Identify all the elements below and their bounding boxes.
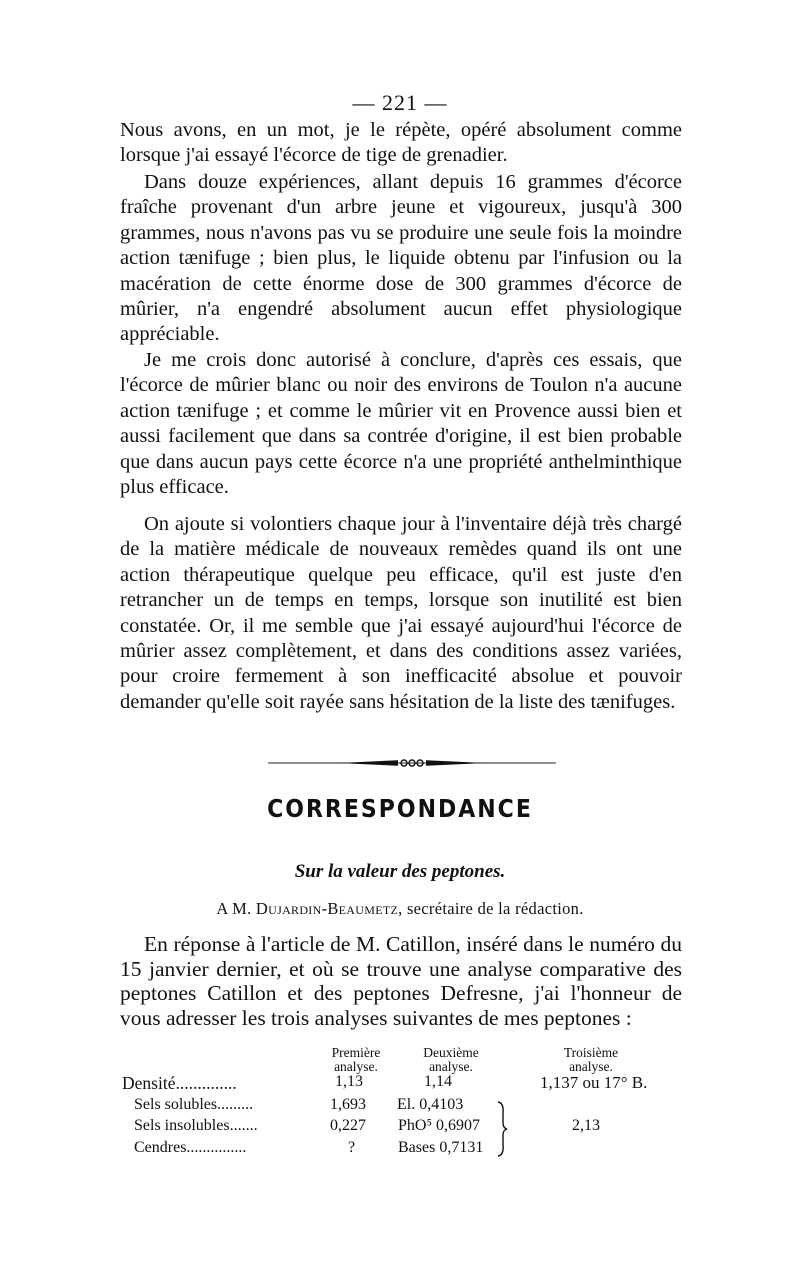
address-suffix: secrétaire de la rédaction.	[402, 899, 584, 918]
table-cell: PhO⁵ 0,6907	[398, 1117, 481, 1134]
table-cell: ?	[348, 1139, 356, 1156]
header-col-2	[408, 1046, 494, 1074]
address-name: Dujardin-Beaumetz,	[255, 899, 403, 918]
header-col-3-line-2: analyse.	[569, 1059, 613, 1074]
table-cell: 1,14	[424, 1073, 452, 1090]
table-row-label: Sels solubles.........	[134, 1096, 254, 1113]
table-row-label: Densité..............	[122, 1073, 237, 1093]
table-cell: Bases 0,7131	[398, 1139, 484, 1156]
table-cell: 2,13	[572, 1117, 600, 1134]
table-cell: 1,137 ou 17° B.	[540, 1073, 648, 1092]
header-col-1-line-2: analyse.	[334, 1059, 378, 1074]
paragraph-1: Nous avons, en un mot, je le répète, opéré absolument comme lorsque j'ai essayé l'écorce de tige de grenadier.	[120, 119, 682, 167]
table-cell: 1,13	[335, 1073, 363, 1090]
table-cell: El. 0,4103	[397, 1096, 464, 1113]
page-number: — 221 —	[352, 90, 448, 115]
letter-title: Sur la valeur des peptones.	[294, 861, 506, 882]
header-col-1-line-1: Première	[331, 1045, 381, 1060]
paragraph-4: On ajoute si volontiers chaque jour à l'inventaire déjà très chargé de la matière médicale de nouveaux remèdes quand ils ont une action thérapeutique quelque peu efficace, qu'il est juste d'en retrancher un de temps en temps, lorsque son inutilité est bien constatée. Or, il me semble que j'ai essayé aujourd'hui l'écorce de mûrier assez complètement, et dans des conditions assez variées, pour croire fermement à son inefficacité absolue et pouvoir demander qu'elle soit rayée sans hésitation de la liste des tænifuges.	[120, 513, 682, 713]
header-col-2-line-1: Deuxième	[423, 1045, 479, 1060]
section-heading: CORRESPONDANCE	[267, 795, 533, 824]
header-col-1	[318, 1046, 394, 1074]
header-col-3	[548, 1046, 634, 1074]
header-col-3-line-1: Troisième	[563, 1045, 619, 1060]
address-prefix: A M.	[216, 899, 256, 918]
table-row-label: Sels insolubles.......	[134, 1117, 258, 1134]
paragraph-3: Je me crois donc autorisé à conclure, d'après ces essais, que l'écorce de mûrier blanc ou noir des environs de Toulon n'a aucune action tænifuge ; et comme le mûrier vit en Provence aussi bien et aussi facilement que dans sa contrée d'origine, il est bien probable que dans aucun pays cette écorce n'a une propriété anthelminthique plus efficace.	[120, 349, 682, 499]
table-cell: 1,693	[330, 1096, 366, 1113]
curly-brace	[496, 1101, 508, 1157]
table-cell: 0,227	[330, 1117, 366, 1134]
letter-paragraph: En réponse à l'article de M. Catillon, inséré dans le numéro du 15 janvier dernier, et où se trouve une analyse comparative des peptones Catillon et des peptones Defresne, j'ai l'honneur de vous adresser les trois analyses suivantes de mes peptones :	[120, 932, 682, 1030]
table-row-label: Cendres...............	[134, 1139, 247, 1156]
paragraph-2: Dans douze expériences, allant depuis 16 grammes d'écorce fraîche provenant d'un arbre jeune et vigoureux, jusqu'à 300 grammes, nous n'avons pas vu se produire une seule fois la moindre action tænifuge ; bien plus, le liquide obtenu par l'infusion ou la macération de cette énorme dose de 300 grammes d'écorce de mûrier, n'a engendré absolument aucun effet physiologique appréciable.	[120, 171, 682, 346]
header-col-2-line-2: analyse.	[429, 1059, 473, 1074]
